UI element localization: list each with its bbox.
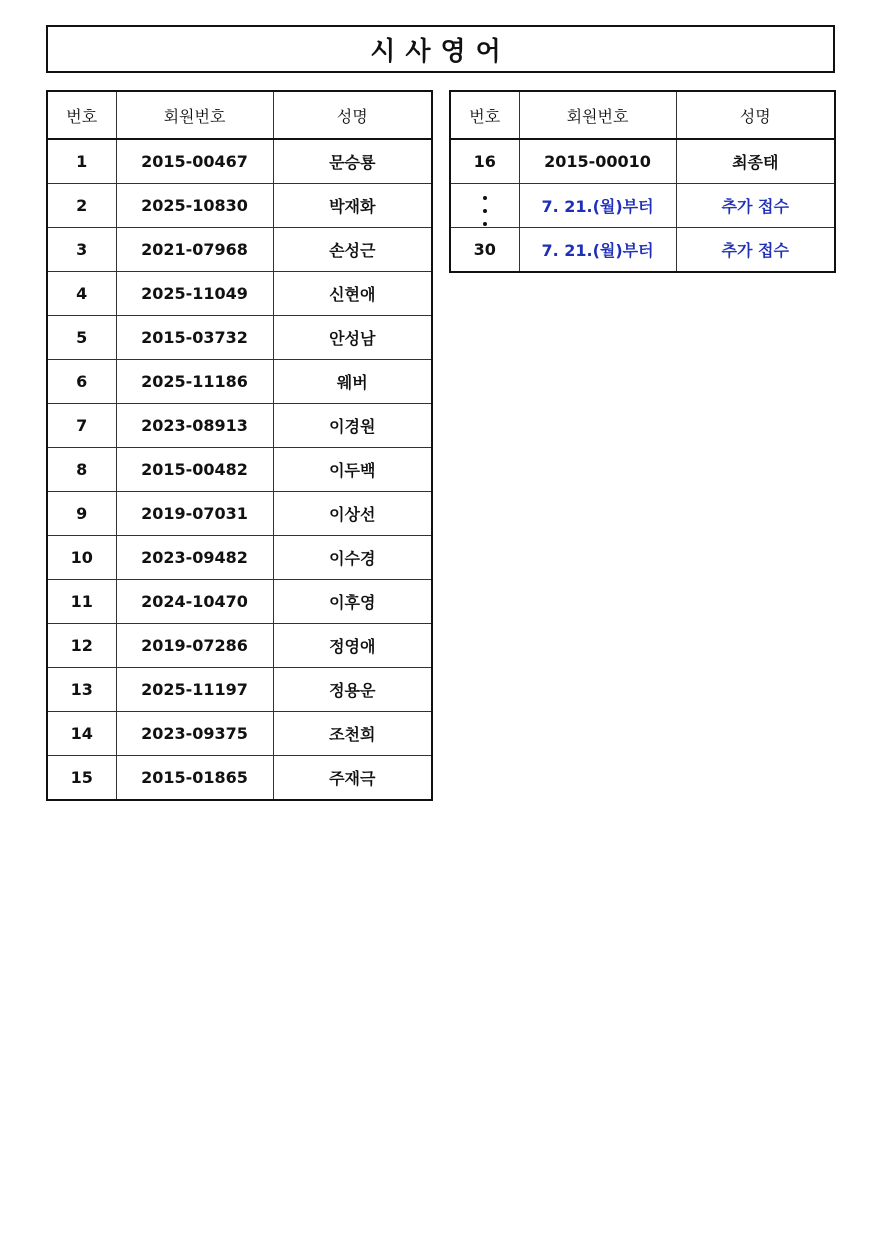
row-member-id: 2019-07031 bbox=[116, 492, 273, 536]
registration-notice-text: 추가 접수 bbox=[676, 228, 835, 273]
table-row bbox=[47, 536, 432, 580]
row-number: 4 bbox=[47, 272, 116, 316]
row-number: 14 bbox=[47, 712, 116, 756]
row-number: 15 bbox=[47, 756, 116, 801]
table-row bbox=[47, 360, 432, 404]
row-number: 3 bbox=[47, 228, 116, 272]
roster-table-left bbox=[46, 90, 433, 801]
row-member-id: 2015-00482 bbox=[116, 448, 273, 492]
table-row bbox=[47, 712, 432, 756]
row-number: 13 bbox=[47, 668, 116, 712]
table-row-continuation bbox=[450, 184, 835, 228]
row-member-id: 2025-11049 bbox=[116, 272, 273, 316]
row-member-id: 2015-00010 bbox=[519, 139, 676, 184]
header-number: 번호 bbox=[450, 91, 519, 139]
table-row bbox=[47, 228, 432, 272]
row-member-id: 2025-11197 bbox=[116, 668, 273, 712]
row-name: 이수경 bbox=[273, 536, 432, 580]
row-member-id: 2015-03732 bbox=[116, 316, 273, 360]
row-number: 11 bbox=[47, 580, 116, 624]
row-number bbox=[450, 184, 519, 228]
row-name: 안성남 bbox=[273, 316, 432, 360]
row-name: 웨버 bbox=[273, 360, 432, 404]
registration-notice-text: 추가 접수 bbox=[676, 184, 835, 228]
row-number: 16 bbox=[450, 139, 519, 184]
row-number: 2 bbox=[47, 184, 116, 228]
registration-notice-date: 7. 21.(월)부터 bbox=[519, 228, 676, 273]
table-header-row bbox=[450, 91, 835, 139]
table-row bbox=[47, 139, 432, 184]
row-name: 문승룡 bbox=[273, 139, 432, 184]
row-name: 이두백 bbox=[273, 448, 432, 492]
row-member-id: 2021-07968 bbox=[116, 228, 273, 272]
row-member-id: 2023-09482 bbox=[116, 536, 273, 580]
header-member-id: 회원번호 bbox=[519, 91, 676, 139]
row-number: 5 bbox=[47, 316, 116, 360]
row-name: 조천희 bbox=[273, 712, 432, 756]
table-header-row bbox=[47, 91, 432, 139]
row-name: 이경원 bbox=[273, 404, 432, 448]
row-name: 박재화 bbox=[273, 184, 432, 228]
header-name: 성명 bbox=[273, 91, 432, 139]
table-row bbox=[450, 139, 835, 184]
row-name: 손성근 bbox=[273, 228, 432, 272]
table-row bbox=[47, 492, 432, 536]
row-name: 정영애 bbox=[273, 624, 432, 668]
row-member-id: 2023-08913 bbox=[116, 404, 273, 448]
table-row bbox=[47, 756, 432, 801]
row-member-id: 2015-00467 bbox=[116, 139, 273, 184]
table-row bbox=[47, 448, 432, 492]
page-title: 시사영어 bbox=[46, 25, 835, 73]
table-row bbox=[47, 272, 432, 316]
row-name: 이후영 bbox=[273, 580, 432, 624]
table-row bbox=[47, 316, 432, 360]
row-name: 신현애 bbox=[273, 272, 432, 316]
row-member-id: 2015-01865 bbox=[116, 756, 273, 801]
row-member-id: 2019-07286 bbox=[116, 624, 273, 668]
row-number: 10 bbox=[47, 536, 116, 580]
header-name: 성명 bbox=[676, 91, 835, 139]
registration-notice-date: 7. 21.(월)부터 bbox=[519, 184, 676, 228]
row-number: 1 bbox=[47, 139, 116, 184]
row-name: 주재극 bbox=[273, 756, 432, 801]
row-number: 8 bbox=[47, 448, 116, 492]
row-name: 최종태 bbox=[676, 139, 835, 184]
row-member-id: 2024-10470 bbox=[116, 580, 273, 624]
table-row bbox=[450, 228, 835, 273]
row-name: 정용운 bbox=[273, 668, 432, 712]
table-row bbox=[47, 184, 432, 228]
row-name: 이상선 bbox=[273, 492, 432, 536]
row-number: 12 bbox=[47, 624, 116, 668]
row-number: 30 bbox=[450, 228, 519, 273]
row-member-id: 2025-10830 bbox=[116, 184, 273, 228]
header-number: 번호 bbox=[47, 91, 116, 139]
vertical-ellipsis-icon bbox=[483, 196, 487, 226]
table-row bbox=[47, 404, 432, 448]
header-member-id: 회원번호 bbox=[116, 91, 273, 139]
row-number: 9 bbox=[47, 492, 116, 536]
row-member-id: 2023-09375 bbox=[116, 712, 273, 756]
table-row bbox=[47, 580, 432, 624]
row-member-id: 2025-11186 bbox=[116, 360, 273, 404]
roster-table-right bbox=[449, 90, 836, 273]
table-row bbox=[47, 624, 432, 668]
row-number: 6 bbox=[47, 360, 116, 404]
row-number: 7 bbox=[47, 404, 116, 448]
table-row bbox=[47, 668, 432, 712]
